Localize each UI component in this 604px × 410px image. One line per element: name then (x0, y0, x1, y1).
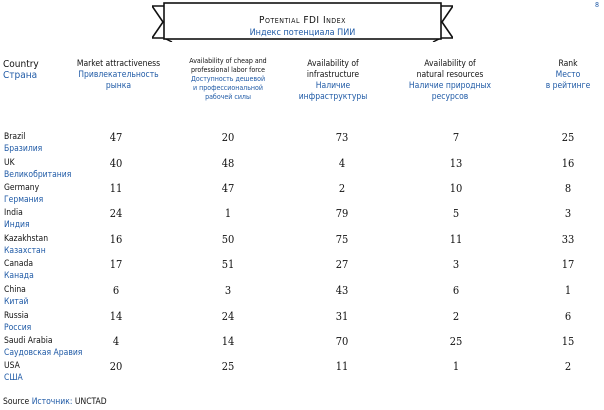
labor-force-value: 48 (221, 157, 235, 170)
labor-force-value: 3 (224, 284, 232, 297)
rank-value: 8 (564, 182, 572, 195)
header-infra-ru-2: инфраструктуры (298, 92, 368, 102)
natural-resources-value: 10 (449, 182, 463, 195)
country-name-en: Canada (4, 259, 34, 269)
country-name-ru: Индия (4, 220, 30, 230)
country-name-en: Kazakhstan (4, 234, 49, 244)
labor-force-value: 51 (221, 258, 235, 271)
header-labor-ru-1: Доступность дешевой (190, 75, 266, 83)
infrastructure-value: 2 (338, 182, 346, 195)
natural-resources-value: 2 (452, 310, 460, 323)
country-name-en: India (4, 208, 23, 218)
table-row (0, 259, 604, 284)
header-market-en: Market attractiveness (76, 59, 161, 69)
table-row (0, 183, 604, 208)
header-infra-ru-1: Наличие (315, 81, 351, 91)
rank-value: 16 (561, 157, 575, 170)
infrastructure-value: 73 (335, 131, 349, 144)
infrastructure-value: 79 (335, 207, 349, 220)
source-note (3, 397, 107, 407)
country-name-en: UK (4, 158, 15, 168)
natural-resources-value: 7 (452, 131, 460, 144)
rank-value: 2 (564, 360, 572, 373)
natural-resources-value: 13 (449, 157, 463, 170)
labor-force-value: 20 (221, 131, 235, 144)
infrastructure-value: 11 (335, 360, 349, 373)
source-value: UNCTAD (74, 397, 107, 407)
source-label-en: Source (3, 397, 30, 407)
header-natural-ru-1: Наличие природных (408, 81, 492, 91)
header-rank-en: Rank (558, 59, 578, 69)
header-natural-ru-2: ресурсов (431, 92, 469, 102)
header-labor-en-2: professional labor force (190, 66, 266, 74)
source-label-ru: Источник: (31, 397, 73, 407)
infrastructure-value: 4 (338, 157, 346, 170)
country-name-en: China (4, 285, 26, 295)
header-rank-ru-2: в рейтинге (545, 81, 591, 91)
country-name-ru: Бразилия (4, 144, 43, 154)
natural-resources-value: 3 (452, 258, 460, 271)
header-labor-en-1: Availability of cheap and (189, 57, 267, 65)
header-natural-en-1: Availability of (424, 59, 476, 69)
country-name-en: Germany (4, 183, 40, 193)
table-row (0, 208, 604, 233)
labor-force-value: 14 (221, 335, 235, 348)
rank-value: 33 (561, 233, 575, 246)
market-attractiveness-value: 24 (109, 207, 123, 220)
labor-force-value: 24 (221, 310, 235, 323)
header-market-attractiveness (66, 59, 171, 92)
country-name-en: Brazil (4, 132, 26, 142)
natural-resources-value: 6 (452, 284, 460, 297)
rank-value: 6 (564, 310, 572, 323)
country-name-en: Russia (4, 311, 29, 321)
market-attractiveness-value: 40 (109, 157, 123, 170)
market-attractiveness-value: 6 (112, 284, 120, 297)
country-name-ru: Россия (4, 323, 32, 333)
header-natural-en-2: natural resources (416, 70, 484, 80)
table-row (0, 234, 604, 259)
rank-value: 17 (561, 258, 575, 271)
natural-resources-value: 25 (449, 335, 463, 348)
title-banner (152, 2, 453, 42)
header-market-ru: Привлекательность рынка (78, 70, 159, 91)
market-attractiveness-value: 14 (109, 310, 123, 323)
header-labor-force (178, 57, 278, 102)
country-name-ru: Германия (4, 195, 44, 205)
labor-force-value: 25 (221, 360, 235, 373)
country-name-ru: Великобритания (4, 170, 72, 180)
labor-force-value: 47 (221, 182, 235, 195)
rank-value: 1 (564, 284, 572, 297)
labor-force-value: 1 (224, 207, 232, 220)
country-name-ru: Казахстан (4, 246, 46, 256)
infrastructure-value: 70 (335, 335, 349, 348)
infrastructure-value: 43 (335, 284, 349, 297)
country-name-ru: Канада (4, 271, 34, 281)
header-infrastructure (287, 59, 379, 103)
market-attractiveness-value: 11 (109, 182, 123, 195)
header-infra-en-2: infrastructure (306, 70, 360, 80)
natural-resources-value: 5 (452, 207, 460, 220)
market-attractiveness-value: 20 (109, 360, 123, 373)
header-labor-ru-3: рабочей силы (205, 93, 251, 101)
header-country (3, 59, 39, 81)
header-country-ru: Страна (3, 70, 38, 81)
market-attractiveness-value: 4 (112, 335, 120, 348)
country-name-ru: Китай (4, 297, 29, 307)
title-russian: Индекс потенциала ПИИ (249, 28, 356, 38)
header-natural-resources (395, 59, 505, 103)
table-row (0, 336, 604, 361)
market-attractiveness-value: 17 (109, 258, 123, 271)
table-row (0, 132, 604, 157)
infrastructure-value: 27 (335, 258, 349, 271)
country-name-ru: США (4, 373, 23, 383)
country-name-ru: Саудовская Аравия (4, 348, 83, 358)
title-english: Potential FDI Index (259, 15, 346, 26)
table-row (0, 311, 604, 336)
rank-value: 15 (561, 335, 575, 348)
corner-mark: 8 (595, 1, 600, 9)
table-row (0, 158, 604, 183)
market-attractiveness-value: 16 (109, 233, 123, 246)
market-attractiveness-value: 47 (109, 131, 123, 144)
header-rank-ru-1: Место (555, 70, 581, 80)
country-name-en: USA (4, 361, 20, 371)
rank-value: 3 (564, 207, 572, 220)
country-name-en: Saudi Arabia (4, 336, 53, 346)
header-country-en: Country (3, 59, 39, 70)
rank-value: 25 (561, 131, 575, 144)
table-row (0, 361, 604, 386)
infrastructure-value: 31 (335, 310, 349, 323)
natural-resources-value: 11 (449, 233, 463, 246)
table-row (0, 285, 604, 310)
header-infra-en-1: Availability of (307, 59, 359, 69)
header-labor-ru-2: и профессиональной (193, 84, 263, 92)
header-rank (528, 59, 604, 92)
labor-force-value: 50 (221, 233, 235, 246)
infrastructure-value: 75 (335, 233, 349, 246)
natural-resources-value: 1 (452, 360, 460, 373)
